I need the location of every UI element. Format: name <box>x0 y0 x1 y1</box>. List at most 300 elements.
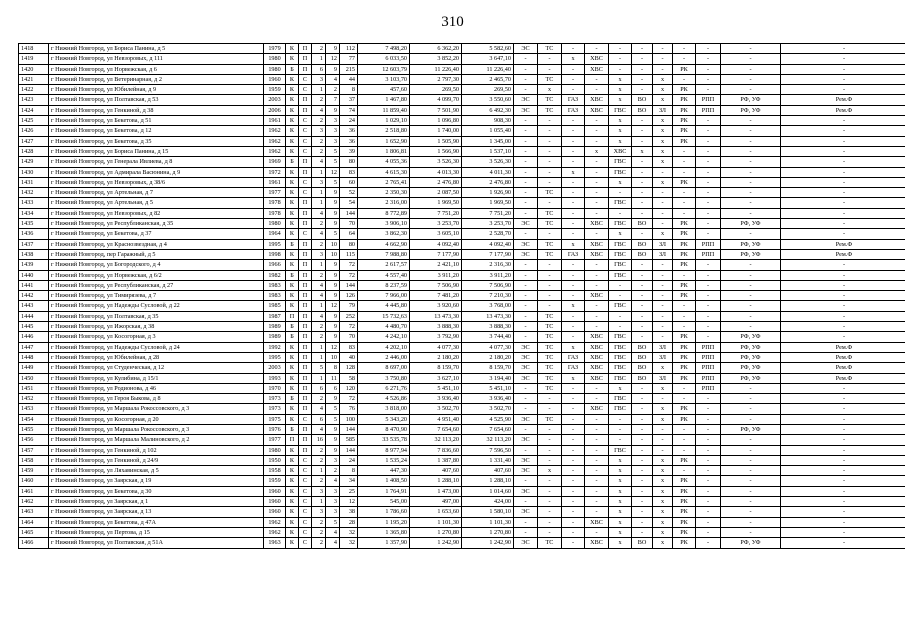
cell-total-area: 2 446,00 <box>358 352 410 362</box>
cell-living-area: 3 253,70 <box>410 219 462 229</box>
cell-chute: - <box>653 219 673 229</box>
table-row <box>19 424 905 434</box>
cell-year-built: 1995 <box>264 352 286 362</box>
cell-hot-water: х <box>609 126 632 136</box>
table-row <box>19 301 905 311</box>
cell-total-area: 2 316,00 <box>358 198 410 208</box>
cell-elevator: - <box>696 394 721 404</box>
cell-floors: 5 <box>326 177 340 187</box>
cell-living-area: 3 852,20 <box>410 54 462 64</box>
cell-roof-repair: - <box>673 157 696 167</box>
cell-address: г Нижний Новгород, ул Полтавская, д 51А <box>49 538 264 548</box>
cell-row-number: 1449 <box>19 363 49 373</box>
table-row <box>19 177 905 187</box>
cell-living-area: 3 605,10 <box>410 229 462 239</box>
cell-apartments: 28 <box>340 517 358 527</box>
cell-living-area: 2 180,20 <box>410 352 462 362</box>
cell-hot-water: - <box>609 311 632 321</box>
cell-entrances: 4 <box>312 280 326 290</box>
cell-total-area: 457,60 <box>358 85 410 95</box>
cell-wall-type: К <box>286 455 299 465</box>
cell-cold-water: ХВС <box>585 239 609 249</box>
cell-wall-type: К <box>286 126 299 136</box>
cell-apartments: 8 <box>340 85 358 95</box>
cell-sewerage: - <box>632 455 653 465</box>
cell-elevator: - <box>696 136 721 146</box>
cell-house-type: П <box>299 167 312 177</box>
cell-hot-water: х <box>609 466 632 476</box>
cell-total-area: 4 557,40 <box>358 270 410 280</box>
table-row <box>19 414 905 424</box>
cell-facade: - <box>721 476 781 486</box>
table-row <box>19 188 905 198</box>
cell-address: г Нижний Новгород, ул Республиканская, д 35 <box>49 219 264 229</box>
cell-electricity: ЭС <box>514 435 538 445</box>
cell-address: г Нижний Новгород, ул Ляхавинская, д 5 <box>49 466 264 476</box>
cell-facade: - <box>721 74 781 84</box>
cell-elevator: - <box>696 167 721 177</box>
cell-chute: - <box>653 188 673 198</box>
cell-wall-type: Б <box>286 394 299 404</box>
cell-sewerage: - <box>632 54 653 64</box>
page-number: 310 <box>441 14 464 30</box>
cell-sewerage: - <box>632 116 653 126</box>
cell-entrances: 4 <box>312 311 326 321</box>
cell-year-built: 1961 <box>264 177 286 187</box>
cell-heating: - <box>538 167 562 177</box>
cell-cold-water: ХВС <box>585 95 609 105</box>
cell-heating: ТС <box>538 363 562 373</box>
cell-heating: - <box>538 455 562 465</box>
cell-residential-area: 5 451,10 <box>462 383 514 393</box>
cell-roof-repair: - <box>673 188 696 198</box>
cell-residential-area: 7 177,90 <box>462 249 514 259</box>
cell-floors: 3 <box>326 116 340 126</box>
cell-electricity: - <box>514 424 538 434</box>
cell-wall-type: К <box>286 414 299 424</box>
cell-hot-water: ГВС <box>609 270 632 280</box>
cell-row-number: 1432 <box>19 188 49 198</box>
cell-house-type: С <box>299 136 312 146</box>
cell-apartments: 40 <box>340 352 358 362</box>
cell-gas: х <box>562 373 585 383</box>
cell-cold-water: - <box>585 270 609 280</box>
cell-floors: 12 <box>326 301 340 311</box>
cell-cold-water: - <box>585 44 609 54</box>
cell-year-built: 1959 <box>264 85 286 95</box>
cell-year-built: 1964 <box>264 229 286 239</box>
cell-living-area: 8 159,70 <box>410 363 462 373</box>
cell-cold-water: - <box>585 497 609 507</box>
cell-entrances: 2 <box>312 322 326 332</box>
table-row <box>19 146 905 156</box>
cell-floors: 5 <box>326 517 340 527</box>
cell-living-area: 1 096,80 <box>410 116 462 126</box>
cell-facade: РФ, УФ <box>721 538 781 548</box>
cell-heating: - <box>538 157 562 167</box>
cell-year-built: 1980 <box>264 64 286 74</box>
cell-living-area: 3 526,30 <box>410 157 462 167</box>
cell-extra: - <box>781 74 905 84</box>
cell-house-type: С <box>299 85 312 95</box>
cell-wall-type: К <box>286 527 299 537</box>
cell-elevator: - <box>696 332 721 342</box>
cell-wall-type: П <box>286 435 299 445</box>
cell-electricity: - <box>514 85 538 95</box>
cell-row-number: 1424 <box>19 105 49 115</box>
cell-apartments: 144 <box>340 445 358 455</box>
cell-row-number: 1465 <box>19 527 49 537</box>
cell-wall-type: К <box>286 373 299 383</box>
cell-residential-area: 2 316,30 <box>462 260 514 270</box>
cell-gas: - <box>562 414 585 424</box>
cell-row-number: 1443 <box>19 301 49 311</box>
cell-year-built: 1989 <box>264 332 286 342</box>
cell-residential-area: 3 253,70 <box>462 219 514 229</box>
cell-address: г Нижний Новгород, ул Генкиной, д 38 <box>49 105 264 115</box>
cell-row-number: 1455 <box>19 424 49 434</box>
table-row <box>19 280 905 290</box>
cell-total-area: 6 271,76 <box>358 383 410 393</box>
cell-address: г Нижний Новгород, ул Полтавская, д 53 <box>49 95 264 105</box>
cell-house-type: П <box>299 352 312 362</box>
cell-entrances: 2 <box>312 136 326 146</box>
cell-total-area: 4 480,70 <box>358 322 410 332</box>
cell-elevator: - <box>696 280 721 290</box>
cell-roof-repair: РК <box>673 455 696 465</box>
cell-total-area: 12 603,79 <box>358 64 410 74</box>
cell-electricity: - <box>514 301 538 311</box>
cell-cold-water: - <box>585 394 609 404</box>
cell-apartments: 80 <box>340 157 358 167</box>
cell-hot-water: - <box>609 64 632 74</box>
cell-facade: - <box>721 208 781 218</box>
cell-chute: х <box>653 157 673 167</box>
cell-hot-water: х <box>609 486 632 496</box>
cell-total-area: 3 818,00 <box>358 404 410 414</box>
cell-roof-repair: РК <box>673 342 696 352</box>
cell-elevator: - <box>696 435 721 445</box>
cell-address: г Нижний Новгород, ул Студенческая, д 12 <box>49 363 264 373</box>
cell-electricity: - <box>514 208 538 218</box>
table-row <box>19 538 905 548</box>
cell-year-built: 1973 <box>264 394 286 404</box>
registry-body <box>19 44 905 549</box>
cell-floors: 7 <box>326 95 340 105</box>
cell-heating: ТС <box>538 239 562 249</box>
cell-electricity: ЭС <box>514 105 538 115</box>
cell-year-built: 1989 <box>264 322 286 332</box>
cell-heating: ТС <box>538 95 562 105</box>
cell-year-built: 1962 <box>264 126 286 136</box>
cell-floors: 3 <box>326 486 340 496</box>
cell-year-built: 1962 <box>264 517 286 527</box>
cell-entrances: 1 <box>312 497 326 507</box>
cell-elevator: - <box>696 64 721 74</box>
cell-year-built: 2006 <box>264 105 286 115</box>
cell-cold-water: - <box>585 301 609 311</box>
cell-entrances: 4 <box>312 424 326 434</box>
cell-gas: - <box>562 44 585 54</box>
cell-roof-repair: РК <box>673 136 696 146</box>
cell-row-number: 1421 <box>19 74 49 84</box>
cell-extra: - <box>781 414 905 424</box>
cell-year-built: 1977 <box>264 435 286 445</box>
cell-house-type: С <box>299 146 312 156</box>
cell-wall-type: К <box>286 291 299 301</box>
cell-floors: 3 <box>326 455 340 465</box>
housing-registry-table <box>18 43 905 549</box>
cell-wall-type: К <box>286 177 299 187</box>
cell-elevator: - <box>696 44 721 54</box>
cell-wall-type: К <box>286 54 299 64</box>
cell-residential-area: 7 210,30 <box>462 291 514 301</box>
cell-residential-area: 424,00 <box>462 497 514 507</box>
cell-wall-type: К <box>286 301 299 311</box>
cell-residential-area: 7 654,60 <box>462 424 514 434</box>
cell-heating: - <box>538 54 562 64</box>
cell-chute: - <box>653 64 673 74</box>
cell-roof-repair: - <box>673 435 696 445</box>
cell-address: г Нижний Новгород, ул Косогорная, д 3 <box>49 332 264 342</box>
cell-electricity: - <box>514 198 538 208</box>
cell-total-area: 4 526,86 <box>358 394 410 404</box>
cell-apartments: 39 <box>340 146 358 156</box>
cell-house-type: С <box>299 486 312 496</box>
cell-floors: 9 <box>326 198 340 208</box>
cell-address: г Нижний Новгород, ул Невзоровых, д 38/6 <box>49 177 264 187</box>
cell-living-area: 1 288,10 <box>410 476 462 486</box>
cell-elevator: - <box>696 455 721 465</box>
cell-address: г Нижний Новгород, ул Юбилейная, д 9 <box>49 85 264 95</box>
cell-gas: - <box>562 322 585 332</box>
cell-floors: 9 <box>326 322 340 332</box>
cell-electricity: - <box>514 270 538 280</box>
table-row <box>19 373 905 383</box>
cell-elevator: - <box>696 177 721 187</box>
cell-house-type: П <box>299 198 312 208</box>
cell-gas: - <box>562 538 585 548</box>
cell-hot-water: х <box>609 177 632 187</box>
cell-address: г Нижний Новгород, ул Адмирала Васюнина, д 9 <box>49 167 264 177</box>
cell-year-built: 2003 <box>264 95 286 105</box>
cell-house-type: С <box>299 455 312 465</box>
cell-wall-type: К <box>286 229 299 239</box>
cell-extra: - <box>781 229 905 239</box>
cell-facade: РФ, УФ <box>721 219 781 229</box>
cell-facade: РФ, УФ <box>721 105 781 115</box>
cell-year-built: 1960 <box>264 74 286 84</box>
cell-entrances: 3 <box>312 486 326 496</box>
cell-gas: - <box>562 435 585 445</box>
cell-floors: 3 <box>326 497 340 507</box>
cell-floors: 9 <box>326 311 340 321</box>
cell-facade: - <box>721 177 781 187</box>
cell-entrances: 6 <box>312 414 326 424</box>
cell-sewerage: ВО <box>632 538 653 548</box>
cell-floors: 5 <box>326 414 340 424</box>
cell-row-number: 1437 <box>19 239 49 249</box>
cell-house-type: С <box>299 476 312 486</box>
cell-electricity: - <box>514 527 538 537</box>
cell-chute: - <box>653 54 673 64</box>
cell-row-number: 1419 <box>19 54 49 64</box>
cell-heating: - <box>538 435 562 445</box>
cell-house-type: С <box>299 507 312 517</box>
cell-roof-repair: РК <box>673 373 696 383</box>
cell-house-type: П <box>299 54 312 64</box>
cell-floors: 9 <box>326 332 340 342</box>
cell-roof-repair: РК <box>673 229 696 239</box>
cell-sewerage: ВО <box>632 342 653 352</box>
table-row <box>19 105 905 115</box>
cell-wall-type: К <box>286 208 299 218</box>
cell-roof-repair: РК <box>673 517 696 527</box>
cell-row-number: 1445 <box>19 322 49 332</box>
cell-house-type: С <box>299 497 312 507</box>
cell-apartments: 32 <box>340 527 358 537</box>
cell-heating: ТС <box>538 208 562 218</box>
cell-living-area: 2 421,10 <box>410 260 462 270</box>
cell-facade: РФ, УФ <box>721 373 781 383</box>
cell-roof-repair: - <box>673 322 696 332</box>
cell-year-built: 1976 <box>264 424 286 434</box>
cell-address: г Нижний Новгород, ул Заярская, д 1 <box>49 497 264 507</box>
cell-row-number: 1461 <box>19 486 49 496</box>
cell-chute: ЗЛ <box>653 249 673 259</box>
table-row <box>19 322 905 332</box>
cell-residential-area: 2 528,70 <box>462 229 514 239</box>
cell-floors: 4 <box>326 74 340 84</box>
cell-entrances: 6 <box>312 64 326 74</box>
cell-heating: - <box>538 270 562 280</box>
cell-hot-water: ГВС <box>609 239 632 249</box>
cell-facade: - <box>721 198 781 208</box>
table-row <box>19 95 905 105</box>
cell-apartments: 72 <box>340 260 358 270</box>
cell-facade: - <box>721 64 781 74</box>
table-row <box>19 157 905 167</box>
cell-residential-area: 269,50 <box>462 85 514 95</box>
cell-wall-type: Б <box>286 64 299 74</box>
cell-year-built: 1980 <box>264 219 286 229</box>
cell-year-built: 1992 <box>264 342 286 352</box>
cell-elevator: РПП <box>696 363 721 373</box>
cell-address: г Нижний Новгород, ул Кулибина, д 15/1 <box>49 373 264 383</box>
cell-address: г Нижний Новгород, ул Бориса Панина, д 5 <box>49 44 264 54</box>
cell-chute: х <box>653 116 673 126</box>
cell-entrances: 2 <box>312 116 326 126</box>
cell-electricity: - <box>514 177 538 187</box>
table-row <box>19 260 905 270</box>
cell-entrances: 1 <box>312 373 326 383</box>
cell-address: г Нижний Новгород, ул Бекетова, д 12 <box>49 126 264 136</box>
cell-address: г Нижний Новгород, ул Косогорная, д 20 <box>49 414 264 424</box>
cell-row-number: 1444 <box>19 311 49 321</box>
cell-address: г Нижний Новгород, ул Тимирязева, д 7 <box>49 291 264 301</box>
cell-house-type: П <box>299 373 312 383</box>
cell-cold-water: - <box>585 116 609 126</box>
cell-apartments: 70 <box>340 332 358 342</box>
cell-hot-water: х <box>609 476 632 486</box>
table-row <box>19 455 905 465</box>
cell-living-area: 407,60 <box>410 466 462 476</box>
cell-heating: - <box>538 136 562 146</box>
cell-row-number: 1420 <box>19 64 49 74</box>
cell-cold-water: ХВС <box>585 64 609 74</box>
cell-house-type: П <box>299 157 312 167</box>
cell-house-type: П <box>299 260 312 270</box>
cell-wall-type: К <box>286 219 299 229</box>
cell-sewerage: - <box>632 270 653 280</box>
cell-cold-water: ХВС <box>585 291 609 301</box>
cell-living-area: 32 113,20 <box>410 435 462 445</box>
cell-elevator: - <box>696 445 721 455</box>
cell-facade: РФ, УФ <box>721 249 781 259</box>
cell-roof-repair: РК <box>673 507 696 517</box>
cell-total-area: 1 535,24 <box>358 455 410 465</box>
cell-hot-water: ГВС <box>609 249 632 259</box>
cell-row-number: 1429 <box>19 157 49 167</box>
cell-heating: - <box>538 404 562 414</box>
cell-year-built: 1959 <box>264 476 286 486</box>
cell-wall-type: К <box>286 383 299 393</box>
cell-row-number: 1452 <box>19 394 49 404</box>
cell-cold-water: ХВС <box>585 363 609 373</box>
cell-extra: - <box>781 455 905 465</box>
cell-roof-repair: РК <box>673 363 696 373</box>
cell-roof-repair: РК <box>673 291 696 301</box>
cell-address: г Нижний Новгород, ул Родионова, д 46 <box>49 383 264 393</box>
cell-total-area: 8 470,90 <box>358 424 410 434</box>
cell-cold-water: - <box>585 435 609 445</box>
cell-gas: - <box>562 517 585 527</box>
cell-electricity: ЭС <box>514 507 538 517</box>
cell-house-type: П <box>299 208 312 218</box>
cell-floors: 9 <box>326 394 340 404</box>
cell-entrances: 1 <box>312 352 326 362</box>
cell-sewerage: - <box>632 383 653 393</box>
cell-wall-type: К <box>286 260 299 270</box>
cell-house-type: П <box>299 44 312 54</box>
cell-residential-area: 6 492,30 <box>462 105 514 115</box>
table-row <box>19 126 905 136</box>
cell-chute: ЗЛ <box>653 352 673 362</box>
cell-hot-water: ГВС <box>609 404 632 414</box>
cell-roof-repair: РК <box>673 476 696 486</box>
cell-heating: - <box>538 424 562 434</box>
cell-electricity: ЭС <box>514 44 538 54</box>
cell-apartments: 83 <box>340 342 358 352</box>
cell-elevator: - <box>696 497 721 507</box>
cell-residential-area: 407,60 <box>462 466 514 476</box>
cell-wall-type: Б <box>286 322 299 332</box>
cell-house-type: П <box>299 105 312 115</box>
cell-wall-type: К <box>286 507 299 517</box>
cell-gas: - <box>562 497 585 507</box>
cell-living-area: 4 951,40 <box>410 414 462 424</box>
cell-year-built: 1987 <box>264 311 286 321</box>
cell-sewerage: - <box>632 311 653 321</box>
cell-elevator: - <box>696 229 721 239</box>
cell-heating: - <box>538 486 562 496</box>
cell-elevator: РПП <box>696 352 721 362</box>
cell-electricity: - <box>514 517 538 527</box>
cell-elevator: - <box>696 476 721 486</box>
cell-floors: 9 <box>326 280 340 290</box>
cell-facade: - <box>721 445 781 455</box>
cell-entrances: 1 <box>312 167 326 177</box>
